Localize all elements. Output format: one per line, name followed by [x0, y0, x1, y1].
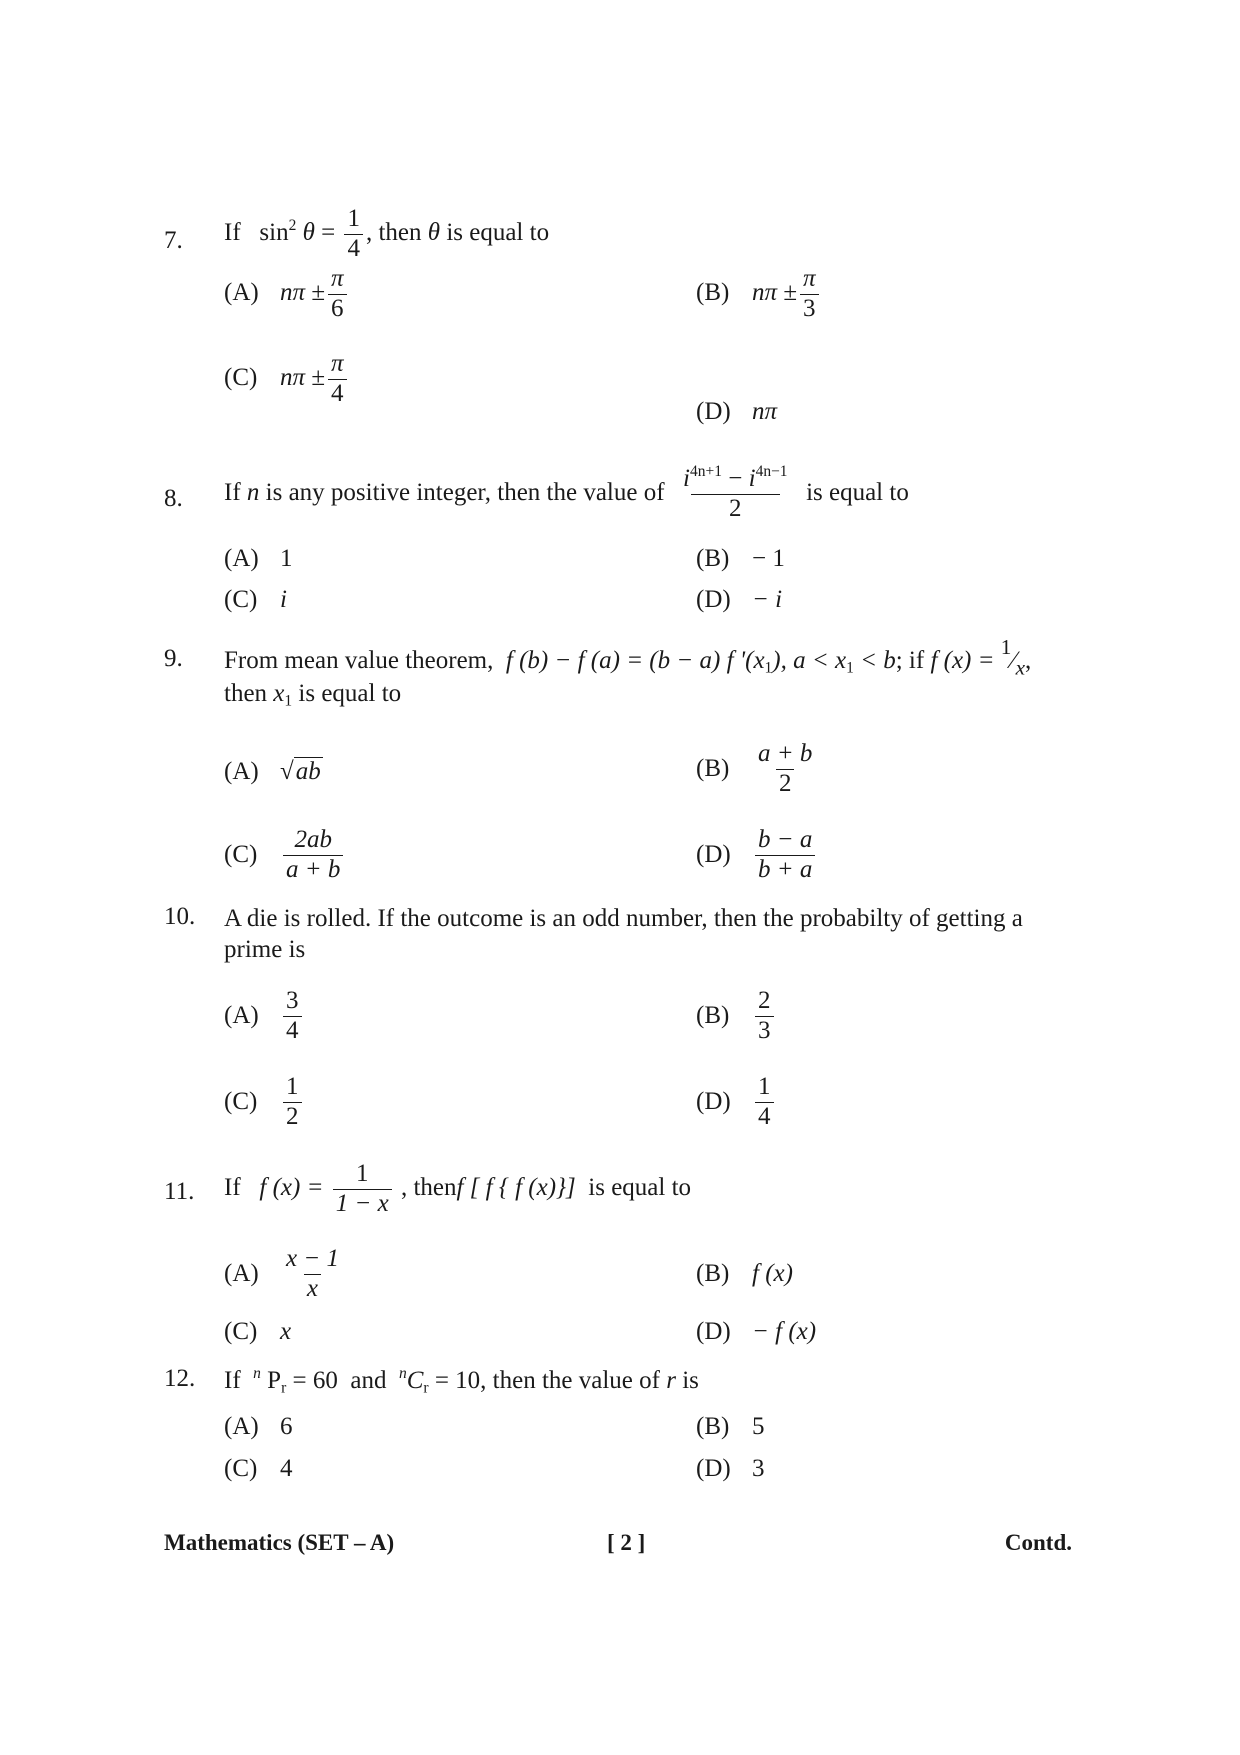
question-number: 9.: [164, 645, 183, 672]
option-b: (B) $\frac{2}{3}$: [696, 987, 777, 1046]
option-a: (A) $\frac{x - 1}{x}$: [224, 1245, 339, 1302]
option-a: (A) 6: [224, 1413, 293, 1440]
question-text: If f (x) = $\frac{1}{1 - x}$ , thenf [ f { f (x)}] is equal to: [224, 1160, 692, 1217]
option-a: (A) nπ ± $\frac{\pi}{6}$: [224, 265, 350, 324]
option-b: (B) 5: [696, 1413, 765, 1440]
option-d: (D) $\frac{b - a}{b + a}$: [696, 826, 818, 885]
question-number: 12.: [164, 1365, 196, 1392]
option-b: (B) − 1: [696, 545, 785, 572]
option-d: (D) nπ: [696, 398, 778, 425]
option-b: (B) nπ ± $\frac{\pi}{3}$: [696, 265, 822, 324]
option-c: (C) x: [224, 1318, 292, 1345]
question-text: If $\sin^2 \theta$ = $\frac{1}{4}$ , then θ is equal to: [224, 205, 550, 262]
fraction: $\frac{1}{4}$: [344, 205, 363, 264]
page-number: [ 2 ]: [607, 1530, 646, 1555]
option-c: (C) i: [224, 586, 287, 613]
option-d: (D) − f (x): [696, 1318, 817, 1345]
question-text: A die is rolled. If the outcome is an odd number, then the probabilty of getting a prime is: [224, 905, 1023, 964]
footer-continued: Contd.: [1004, 1530, 1072, 1555]
fraction: $\frac{i^{4n+1} - i^{4n-1}}{2}$: [683, 462, 788, 522]
option-b: (B) f (x): [696, 1260, 793, 1287]
question-number: 8.: [164, 485, 183, 512]
option-d: (D) − i: [696, 586, 783, 613]
option-a: (A) 1: [224, 545, 293, 572]
question-text: If n is any positive integer, then the value of $\frac{i^{4n+1} - i^{4n-1}}{2}$ is equal to: [224, 462, 909, 522]
question-number: 11.: [164, 1178, 195, 1205]
option-d: (D) 3: [696, 1455, 765, 1482]
option-c: (C) $\frac{2ab}{a + b}$: [224, 826, 346, 885]
option-c: (C) 4: [224, 1455, 293, 1482]
option-a: (A) √ab: [224, 758, 321, 785]
option-c: (C) nπ ± $\frac{\pi}{4}$: [224, 350, 350, 409]
option-d: (D) $\frac{1}{4}$: [696, 1073, 777, 1132]
option-b: (B) $\frac{a + b}{2}$: [696, 740, 813, 797]
question-number: 7.: [164, 227, 183, 254]
question-number: 10.: [164, 903, 196, 930]
option-a: (A) $\frac{3}{4}$: [224, 987, 305, 1046]
question-text: If $^n$ $P_r = 60$ and $^nC_r = 10$, then the value of r is: [224, 1364, 699, 1397]
option-c: (C) $\frac{1}{2}$: [224, 1073, 305, 1132]
fraction: $\frac{1}{1 - x}$: [333, 1160, 392, 1219]
footer-subject: Mathematics (SET – A): [164, 1530, 395, 1555]
question-text: From mean value theorem, f (b) − f (a) = (b − a) f '$(x_1)$, $a < x_1 < b$; if f $(x) = ^1⁄_x$, then $x_1$ is equal to: [224, 635, 1032, 710]
